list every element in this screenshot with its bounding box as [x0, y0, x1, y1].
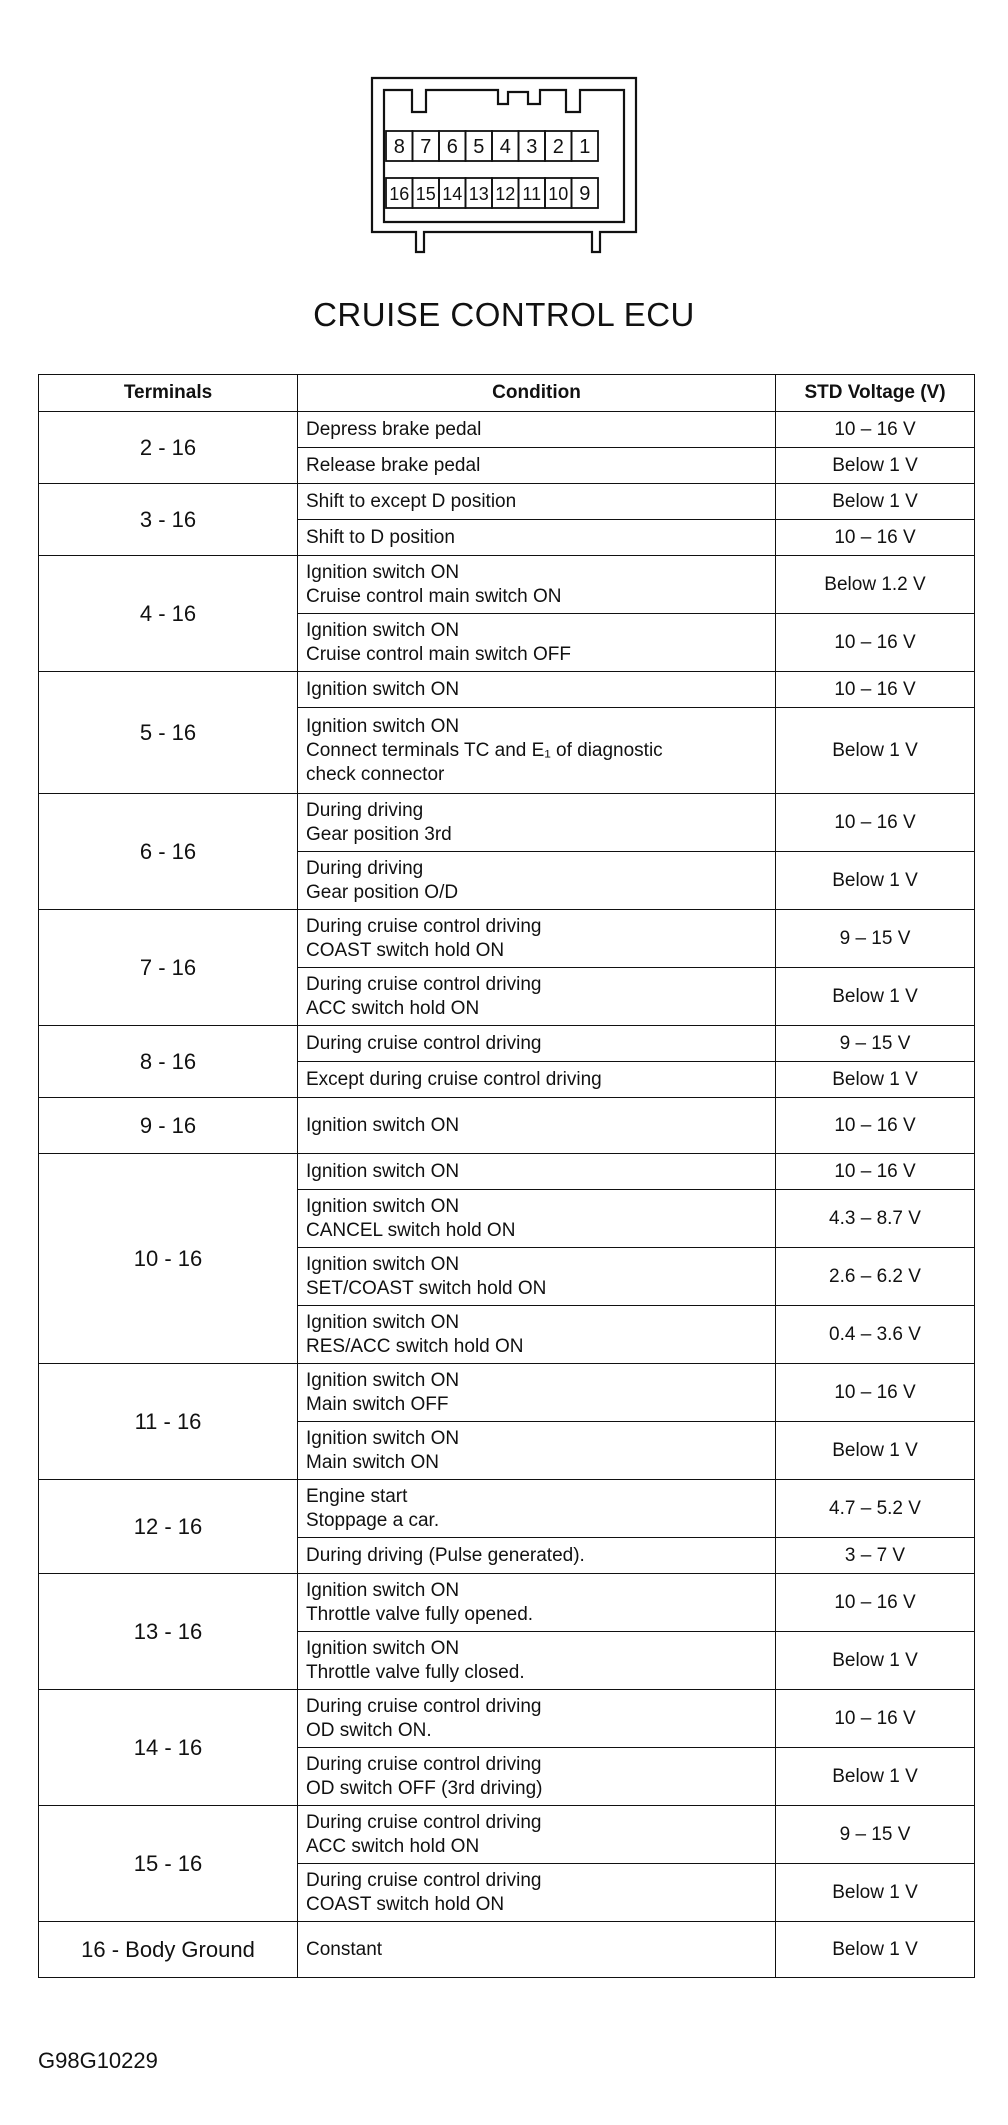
condition-cell: Ignition switch ON Main switch ON — [298, 1422, 776, 1480]
pin-label: 1 — [579, 136, 591, 158]
voltage-cell: Below 1 V — [776, 1748, 975, 1806]
terminal-pair-cell: 4 - 16 — [39, 556, 298, 672]
condition-cell: Constant — [298, 1922, 776, 1978]
condition-cell: Release brake pedal — [298, 448, 776, 484]
pin-label: 15 — [415, 184, 436, 204]
condition-cell: Ignition switch ON Cruise control main switch OFF — [298, 614, 776, 672]
voltage-cell: 9 – 15 V — [776, 1806, 975, 1864]
header-terminals: Terminals — [39, 375, 298, 412]
table-row — [39, 1922, 975, 1978]
pin-label: 7 — [420, 136, 432, 158]
terminal-pair-cell: 15 - 16 — [39, 1806, 298, 1922]
pin-label: 14 — [442, 184, 463, 204]
pin-label: 2 — [552, 136, 564, 158]
table-row — [39, 1574, 975, 1632]
voltage-cell: 3 – 7 V — [776, 1538, 975, 1574]
table-row — [39, 484, 975, 520]
pin-label: 13 — [468, 184, 489, 204]
header-std-voltage: STD Voltage (V) — [776, 375, 975, 412]
condition-cell: Ignition switch ON Throttle valve fully opened. — [298, 1574, 776, 1632]
terminal-pair-cell: 2 - 16 — [39, 412, 298, 484]
voltage-cell: 10 – 16 V — [776, 1690, 975, 1748]
condition-cell: During cruise control driving ACC switch hold ON — [298, 1806, 776, 1864]
voltage-cell: Below 1 V — [776, 852, 975, 910]
condition-cell: Ignition switch ON Main switch OFF — [298, 1364, 776, 1422]
voltage-cell: Below 1 V — [776, 1632, 975, 1690]
table-row — [39, 794, 975, 852]
table-body — [39, 412, 975, 1978]
voltage-cell: 10 – 16 V — [776, 1574, 975, 1632]
condition-cell: During driving (Pulse generated). — [298, 1538, 776, 1574]
voltage-cell: 4.7 – 5.2 V — [776, 1480, 975, 1538]
condition-cell: Except during cruise control driving — [298, 1062, 776, 1098]
voltage-cell: 10 – 16 V — [776, 412, 975, 448]
voltage-cell: 10 – 16 V — [776, 794, 975, 852]
pin-label: 10 — [548, 184, 569, 204]
connector-diagram — [0, 0, 1008, 270]
condition-cell: Ignition switch ON Connect terminals TC and E₁ of diagnostic check connector — [298, 708, 776, 794]
pin-label: 16 — [389, 184, 410, 204]
condition-cell: Ignition switch ON Throttle valve fully closed. — [298, 1632, 776, 1690]
terminal-pair-cell: 10 - 16 — [39, 1154, 298, 1364]
voltage-cell: Below 1.2 V — [776, 556, 975, 614]
voltage-cell: Below 1 V — [776, 1422, 975, 1480]
condition-cell: During cruise control driving OD switch OFF (3rd driving) — [298, 1748, 776, 1806]
voltage-cell: 9 – 15 V — [776, 1026, 975, 1062]
voltage-cell: 0.4 – 3.6 V — [776, 1306, 975, 1364]
pin-label: 6 — [446, 136, 458, 158]
table-row — [39, 556, 975, 614]
voltage-cell: 10 – 16 V — [776, 520, 975, 556]
condition-cell: Engine start Stoppage a car. — [298, 1480, 776, 1538]
document-id: G98G10229 — [38, 2048, 158, 2073]
pin-label: 11 — [522, 184, 542, 204]
condition-cell: Shift to except D position — [298, 484, 776, 520]
table-header-row — [39, 375, 975, 412]
pin-label: 3 — [526, 136, 538, 158]
voltage-cell: 2.6 – 6.2 V — [776, 1248, 975, 1306]
terminal-pair-cell: 6 - 16 — [39, 794, 298, 910]
terminal-pair-cell: 9 - 16 — [39, 1098, 298, 1154]
condition-cell: Ignition switch ON RES/ACC switch hold ON — [298, 1306, 776, 1364]
voltage-cell: 10 – 16 V — [776, 614, 975, 672]
voltage-cell: 10 – 16 V — [776, 672, 975, 708]
condition-cell: During driving Gear position O/D — [298, 852, 776, 910]
terminal-pair-cell: 13 - 16 — [39, 1574, 298, 1690]
terminal-pair-cell: 3 - 16 — [39, 484, 298, 556]
terminal-pair-cell: 5 - 16 — [39, 672, 298, 794]
terminal-pair-cell: 11 - 16 — [39, 1364, 298, 1480]
terminal-pair-cell: 8 - 16 — [39, 1026, 298, 1098]
pin-label: 5 — [473, 136, 485, 158]
voltage-cell: Below 1 V — [776, 484, 975, 520]
pin-label: 8 — [393, 136, 405, 158]
table-row — [39, 1026, 975, 1062]
voltage-cell: 4.3 – 8.7 V — [776, 1190, 975, 1248]
condition-cell: During cruise control driving — [298, 1026, 776, 1062]
voltage-cell: Below 1 V — [776, 968, 975, 1026]
condition-cell: Shift to D position — [298, 520, 776, 556]
voltage-cell: Below 1 V — [776, 1864, 975, 1922]
table-row — [39, 412, 975, 448]
voltage-cell: Below 1 V — [776, 708, 975, 794]
condition-cell: During cruise control driving COAST switch hold ON — [298, 910, 776, 968]
terminal-pair-cell: 7 - 16 — [39, 910, 298, 1026]
pin-label: 12 — [495, 184, 516, 204]
voltage-cell: Below 1 V — [776, 1922, 975, 1978]
table-row — [39, 1098, 975, 1154]
condition-cell: During cruise control driving ACC switch hold ON — [298, 968, 776, 1026]
voltage-cell: 10 – 16 V — [776, 1154, 975, 1190]
condition-cell: Ignition switch ON — [298, 1098, 776, 1154]
condition-cell: Ignition switch ON — [298, 672, 776, 708]
header-condition: Condition — [298, 375, 776, 412]
voltage-cell: 10 – 16 V — [776, 1098, 975, 1154]
condition-cell: Ignition switch ON Cruise control main switch ON — [298, 556, 776, 614]
page-title: CRUISE CONTROL ECU — [313, 296, 695, 333]
condition-cell: Ignition switch ON — [298, 1154, 776, 1190]
voltage-cell: 9 – 15 V — [776, 910, 975, 968]
table-row — [39, 1480, 975, 1538]
table-row — [39, 1690, 975, 1748]
condition-cell: During driving Gear position 3rd — [298, 794, 776, 852]
table-row — [39, 1364, 975, 1422]
table-row — [39, 910, 975, 968]
condition-cell: During cruise control driving COAST switch hold ON — [298, 1864, 776, 1922]
condition-cell: Ignition switch ON CANCEL switch hold ON — [298, 1190, 776, 1248]
pin-label: 4 — [499, 136, 511, 158]
voltage-cell: 10 – 16 V — [776, 1364, 975, 1422]
terminal-pair-cell: 14 - 16 — [39, 1690, 298, 1806]
table-row — [39, 672, 975, 708]
voltage-cell: Below 1 V — [776, 448, 975, 484]
condition-cell: Ignition switch ON SET/COAST switch hold ON — [298, 1248, 776, 1306]
table-row — [39, 1154, 975, 1190]
condition-cell: During cruise control driving OD switch ON. — [298, 1690, 776, 1748]
pin-label: 9 — [579, 183, 591, 205]
table-row — [39, 1806, 975, 1864]
voltage-cell: Below 1 V — [776, 1062, 975, 1098]
terminal-pair-cell: 12 - 16 — [39, 1480, 298, 1574]
condition-cell: Depress brake pedal — [298, 412, 776, 448]
terminal-pair-cell: 16 - Body Ground — [39, 1922, 298, 1978]
terminal-voltage-table — [38, 374, 975, 1978]
